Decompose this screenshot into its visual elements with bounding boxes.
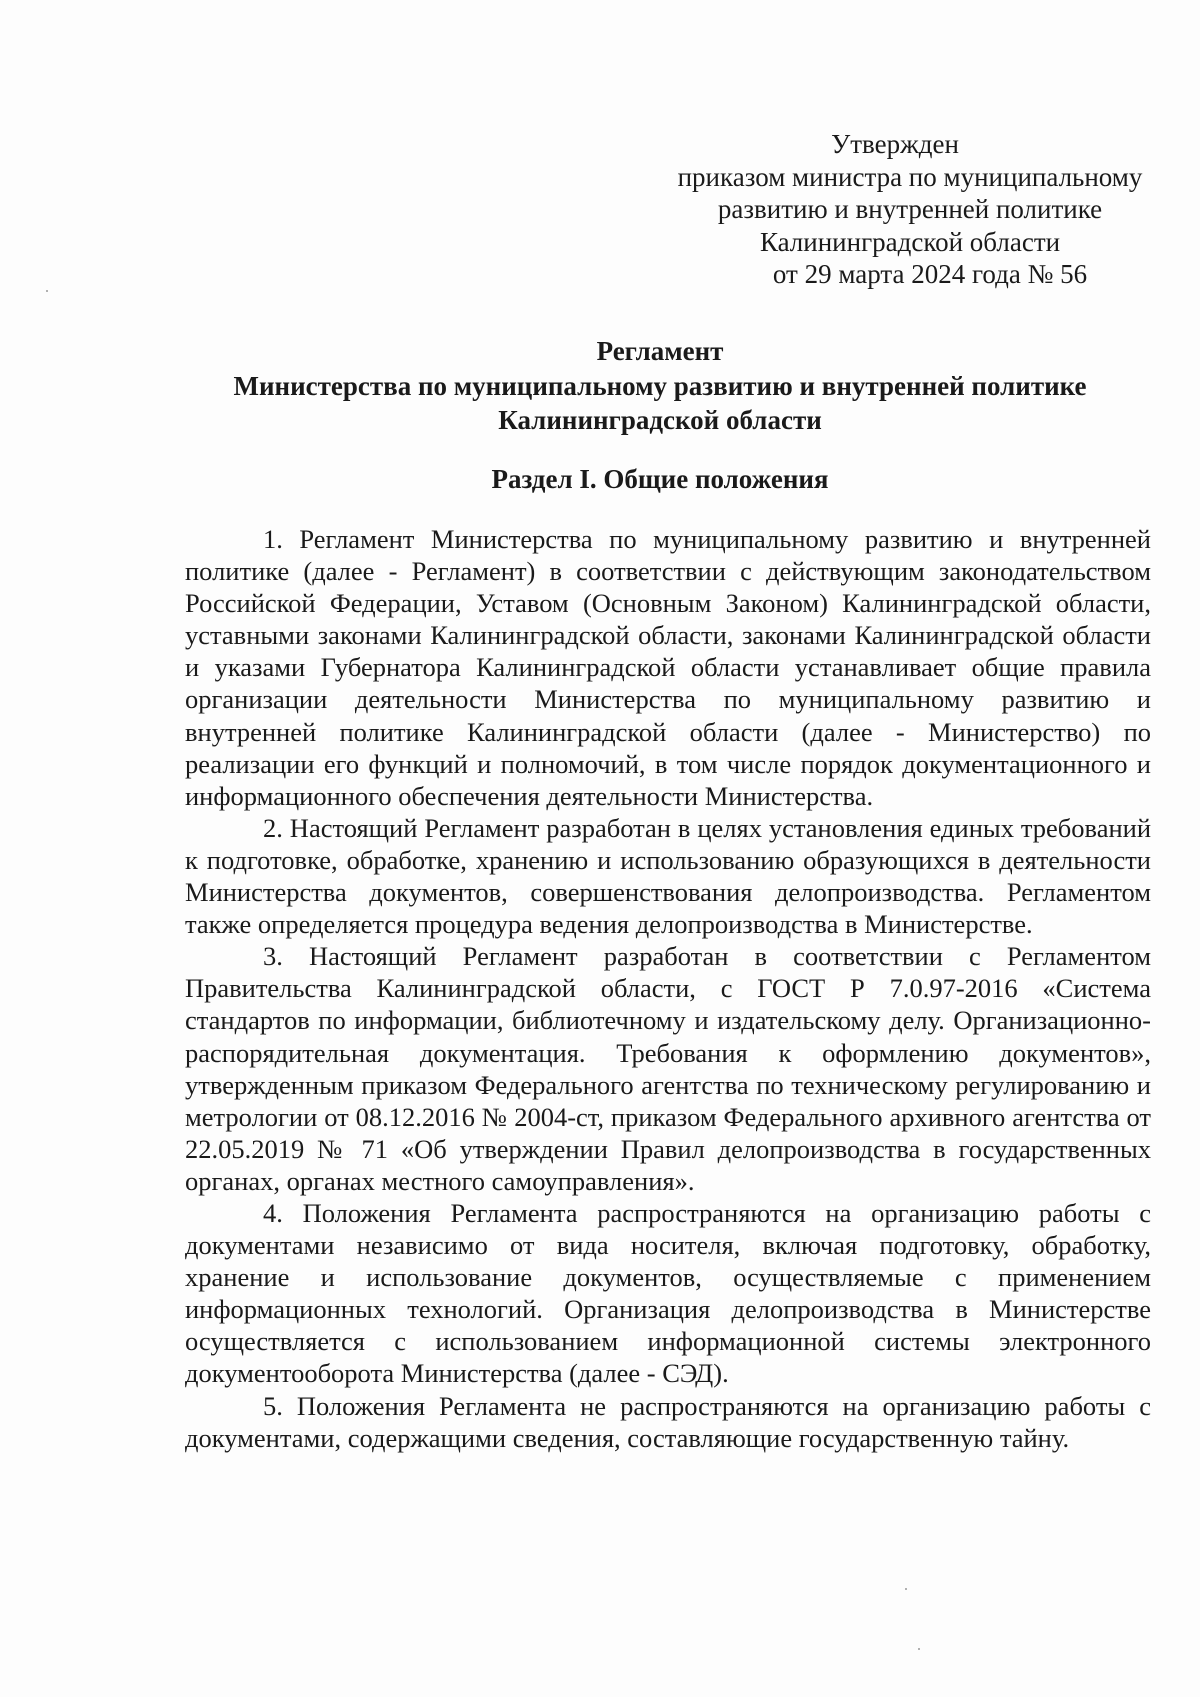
- section-heading: Раздел I. Общие положения: [491, 464, 829, 494]
- approval-line-order: приказом министра по муниципальному: [677, 161, 1143, 192]
- scan-speck: [918, 1648, 920, 1650]
- scan-speck: [46, 290, 48, 292]
- paragraph-3: 3. Настоящий Регламент разработан в соответствии с Регламентом Правительства Калининградской области, с ГОСТ Р 7.0.97-2016 «Система стандартов по информации, библиотечному и издательскому делу. Организационно-распорядительная документация. Требования к оформлению документов», утвержденным приказом Федерального агентства по техническому регулированию и метрологии от 08.12.2016 № 2004-ст, приказом Федерального архивного агентства от 22.05.2019 № 71 «Об утверждении Правил делопроизводства в государственных органах, органах местного самоуправления».: [185, 941, 1151, 1196]
- approval-line-approved: Утвержден: [831, 129, 959, 159]
- title-line-ministry: Министерства по муниципальному развитию и внутренней политике: [233, 370, 1087, 401]
- document-body: [185, 523, 1151, 1454]
- approval-line-region: Калининградской области: [759, 226, 1061, 257]
- approval-line-ministry: развитию и внутренней политике: [717, 194, 1103, 224]
- approval-line-date: от 29 марта 2024 года № 56: [772, 259, 1088, 289]
- document-title: [180, 334, 1140, 438]
- paragraph-5: 5. Положения Регламента не распространяются на организацию работы с документами, содержащими сведения, составляющие государственную тайну.: [185, 1390, 1151, 1453]
- scan-speck: [905, 1588, 907, 1590]
- approval-stamp-block: [640, 128, 1180, 291]
- paragraph-4: 4. Положения Регламента распространяются на организацию работы с документами независимо от вида носителя, включая подготовку, обработку, хранение и использование документов, осуществляемые с применением информационных технологий. Организация делопроизводства в Министерстве осуществляется с использованием информационной системы электронного документооборота Министерства (далее - СЭД).: [185, 1197, 1151, 1389]
- paragraph-1: 1. Регламент Министерства по муниципальному развитию и внутренней политике (далее - Регламент) в соответствии с действующим законодательством Российской Федерации, Уставом (Основным Законом) Калининградской области, уставными законами Калининградской области, законами Калининградской области и указами Губернатора Калининградской области устанавливает общие правила организации деятельности Министерства по муниципальному развитию и внутренней политике Калининградской области (далее - Министерство) по реализации его функций и полномочий, в том числе порядок документационного и информационного обеспечения деятельности Министерства.: [185, 524, 1151, 811]
- title-line-reglament: Регламент: [596, 336, 724, 366]
- title-line-region: Калининградской области: [498, 405, 822, 435]
- paragraph-2: 2. Настоящий Регламент разработан в целях установления единых требований к подготовке, обработке, хранению и использованию образующихся в деятельности Министерства документов, совершенствования делопроизводства. Регламентом также определяется процедура ведения делопроизводства в Министерстве.: [185, 812, 1151, 940]
